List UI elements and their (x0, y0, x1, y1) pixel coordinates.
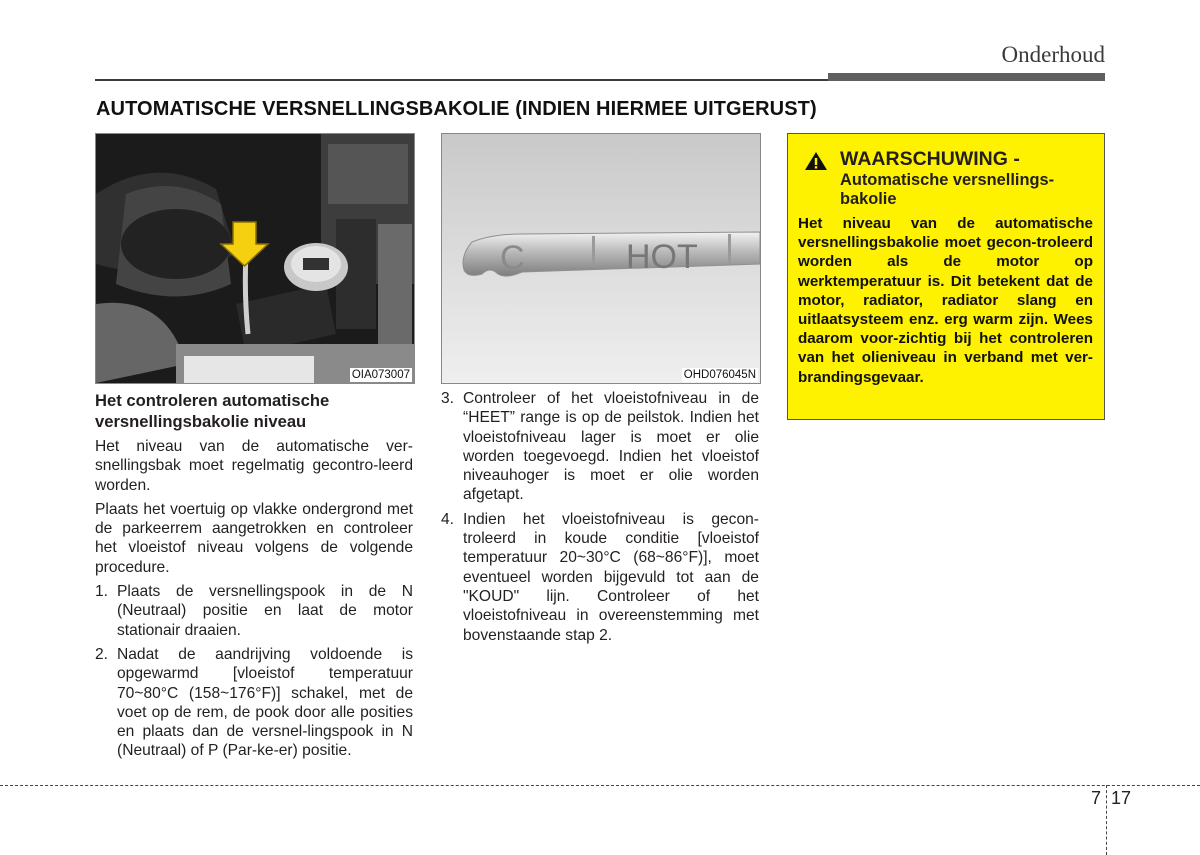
footer-divider (1106, 785, 1107, 855)
warning-triangle-icon (804, 151, 828, 171)
page-number: 17 (1111, 788, 1132, 808)
step-item (95, 582, 413, 640)
left-column (95, 391, 413, 766)
figure-code: OIA073007 (351, 369, 410, 381)
step-number: 2. (95, 645, 109, 663)
figure-code: OHD076045N (683, 369, 756, 381)
section-header: Onderhoud (1001, 42, 1105, 67)
warning-box (787, 133, 1105, 420)
step-text: Nadat de aandrijving voldoende is opgewarmd [vloeistof temperatuur 70~80°C (158~176°F)] schakel, met de voet op de rem, de pook door alle posities en plaats dan de versnel-lingspook in N (Neutraal) of P (Par-ke-er) positie. (117, 645, 413, 760)
page-title: AUTOMATISCHE VERSNELLINGSBAKOLIE (INDIEN HIERMEE UITGERUST) (96, 98, 817, 120)
engine-bay-photo (96, 134, 414, 383)
header-rule (95, 79, 828, 81)
step-text: Plaats de versnellingspook in de N (Neutraal) positie en laat de motor stationair draaien. (117, 583, 413, 639)
step-number: 3. (441, 390, 455, 407)
warning-body: Het niveau van de automatische versnellingsbakolie moet gecon-troleerd worden als de motor op werktemperatuur is. Dit betekent dat de motor, radiator, radiator slang en uitlaatsysteem enz. erg warm zijn. Wees daarom voor-zichtig bij het controleren van het olieniveau in verband met ver-brandingsgevaar. (798, 215, 1093, 386)
chapter-number: 7 (1091, 788, 1102, 808)
warning-header (798, 147, 1093, 171)
hot-mark: HOT (626, 238, 698, 276)
step-number: 1. (95, 583, 109, 601)
step-item (95, 645, 413, 761)
step-item (441, 510, 759, 645)
footer-rule (0, 785, 1200, 786)
step-text: Controleer of het vloeistofniveau in de “HEET” range is op de peilstok. Indien het vloeistofniveau lager is moet er olie worden toegevoegd. Indien het vloeistof niveauhoger is moet er olie worden afgetapt. (463, 390, 759, 504)
subheading: Het controleren automatische versnellingsbakolie niveau (95, 391, 330, 431)
engine-bay-figure (95, 133, 415, 384)
dipstick-photo (442, 134, 760, 383)
paragraph: Plaats het voertuig op vlakke ondergrond met de parkeerrem aangetrokken en controleer het vloeistof niveau volgens de volgende procedure. (95, 500, 413, 576)
paragraph: Het niveau van de automatische ver-snellingsbak moet regelmatig gecontro-leerd worden. (95, 438, 413, 494)
warning-subtitle: Automatische versnellings-bakolie (840, 171, 1055, 208)
cold-mark: C (500, 239, 525, 277)
step-number: 4. (441, 510, 455, 528)
step-text: Indien het vloeistofniveau is gecon-troleerd in koude conditie [vloeistof temperatuur 20~30°C (68~86°F)], moet eventueel worden bijgevuld tot aan de "KOUD" lijn. Controleer of het vloeistofniveau in overeenstemming met bovenstaande stap 2. (463, 510, 759, 644)
warning-title: WAARSCHUWING - (840, 148, 1020, 170)
middle-column (441, 389, 759, 650)
header-rule-accent (828, 73, 1105, 81)
dipstick-figure (441, 133, 761, 384)
step-item (441, 389, 759, 505)
